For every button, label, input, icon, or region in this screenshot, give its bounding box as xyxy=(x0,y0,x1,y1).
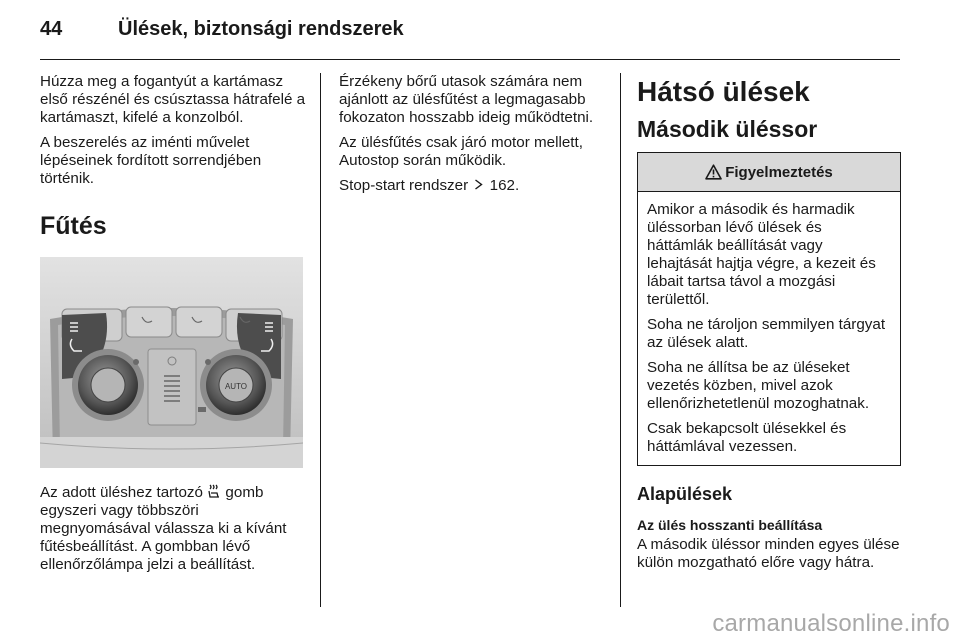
column-divider xyxy=(620,73,621,607)
text-fragment: gomb egyszeri vagy többszöri megnyomásával válassza ki a kívánt fűtésbeállítást. A gombban lévő ellenőrzőlámpa jelzi a beállítást. xyxy=(40,484,287,573)
page-header xyxy=(40,18,900,48)
warning-box xyxy=(637,152,901,466)
paragraph: Érzékeny bőrű utasok számára nem ajánlott az ülésfűtést a legmagasabb fokozaton hosszabb ideig működtetni. xyxy=(339,73,594,126)
warning-triangle-icon xyxy=(705,164,722,180)
chapter-title: Ülések, biztonsági rendszerek xyxy=(118,18,404,40)
warning-paragraph: Soha ne állítsa be az üléseket vezetés közben, mivel azok ellenőrizhetetlenül mozoghatnak. xyxy=(647,359,870,412)
text-fragment: Az adott üléshez tartozó xyxy=(40,484,203,501)
watermark: carmanualsonline.info xyxy=(712,610,950,637)
column-2 xyxy=(339,73,605,202)
warning-paragraph: Csak bekapcsolt ülésekkel és háttámlával vezessen. xyxy=(647,420,847,455)
warning-paragraph: Soha ne tároljon semmilyen tárgyat az ülések alatt. xyxy=(647,316,886,351)
seat-heating-icon xyxy=(207,484,221,499)
page-reference-arrow-icon xyxy=(474,179,483,190)
subheading-basic-seats: Alapülések xyxy=(637,484,733,504)
paragraph: A második üléssor minden egyes ülése külön mozgatható előre vagy hátra. xyxy=(637,536,900,571)
column-divider xyxy=(320,73,321,607)
text-fragment: Stop-start rendszer xyxy=(339,177,469,194)
column-3 xyxy=(637,73,901,579)
auto-label: AUTO xyxy=(224,382,248,391)
paragraph: Az ülésfűtés csak járó motor mellett, Autostop során működik. xyxy=(339,134,583,169)
paragraph-seat-heating-button xyxy=(40,484,306,574)
section-heading-heating: Fűtés xyxy=(40,212,107,240)
page-number: 44 xyxy=(40,18,63,40)
section-heading-rear-seats: Hátsó ülések xyxy=(637,76,810,107)
paragraph: A beszerelés az iménti művelet lépéseinek fordított sorrendjében történik. xyxy=(40,134,262,187)
page-reference: 162. xyxy=(489,177,520,194)
warning-paragraph: Amikor a második és harmadik üléssorban lévő ülések és háttámlák beállítását vagy lehajtását hajtja végre, a kezeit és lábait tartsa távol a mozgási területtől. xyxy=(647,201,876,308)
climate-control-panel-photo xyxy=(40,257,303,468)
paragraph: Húzza meg a fogantyút a kartámasz első részénél és csúsztassa hátrafelé a kartámaszt, kifelé a konzolból. xyxy=(40,73,306,126)
warning-title: Figyelmeztetés xyxy=(725,163,833,181)
header-rule xyxy=(40,59,900,60)
paragraph-stop-start-reference xyxy=(339,177,605,195)
column-1 xyxy=(40,73,306,581)
subheading-second-row: Második üléssor xyxy=(637,116,818,142)
warning-header xyxy=(638,153,900,192)
warning-body xyxy=(638,192,900,465)
subheading-longitudinal-adjustment: Az ülés hosszanti beállítása xyxy=(637,517,823,533)
